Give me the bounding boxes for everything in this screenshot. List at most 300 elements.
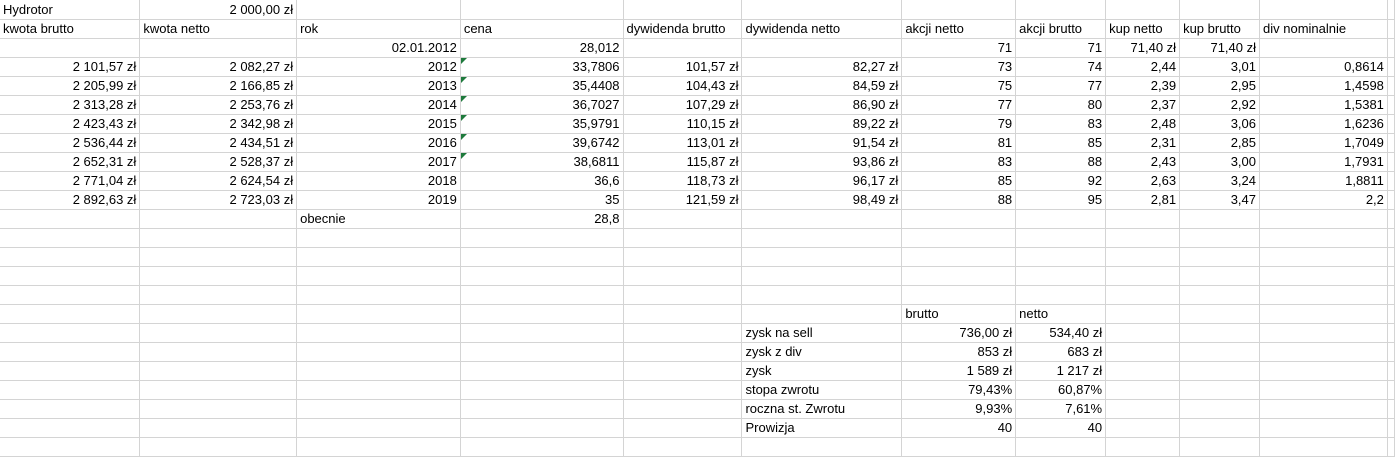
sheet-cell[interactable] [1260, 304, 1388, 323]
sheet-cell[interactable]: 2 423,43 zł [0, 114, 140, 133]
summary-value[interactable]: 79,43% [902, 380, 1016, 399]
sheet-cell[interactable]: 71,40 zł [1106, 38, 1180, 57]
sheet-cell[interactable] [742, 285, 902, 304]
sheet-cell[interactable] [1387, 285, 1394, 304]
sheet-cell[interactable] [1106, 285, 1180, 304]
sheet-cell[interactable] [297, 380, 461, 399]
sheet-cell[interactable]: 2 652,31 zł [0, 152, 140, 171]
sheet-cell[interactable] [140, 209, 297, 228]
summary-value[interactable]: 7,61% [1016, 399, 1106, 418]
sheet-cell[interactable] [460, 361, 623, 380]
sheet-cell[interactable] [742, 304, 902, 323]
sheet-cell[interactable]: 2018 [297, 171, 461, 190]
sheet-cell[interactable]: 85 [902, 171, 1016, 190]
sheet-cell[interactable] [460, 380, 623, 399]
sheet-row [0, 190, 1395, 209]
sheet-cell[interactable]: 39,6742 [460, 133, 623, 152]
sheet-cell[interactable]: 28,012 [460, 38, 623, 57]
sheet-cell[interactable]: 75 [902, 76, 1016, 95]
sheet-cell[interactable]: 2 771,04 zł [0, 171, 140, 190]
sheet-cell[interactable] [1180, 209, 1260, 228]
sheet-cell[interactable]: 2 434,51 zł [140, 133, 297, 152]
sheet-cell[interactable] [1260, 228, 1388, 247]
sheet-cell[interactable] [1387, 209, 1394, 228]
sheet-cell[interactable]: 36,7027 [460, 95, 623, 114]
sheet-row [0, 19, 1395, 38]
sheet-cell[interactable] [297, 304, 461, 323]
sheet-cell[interactable] [0, 380, 140, 399]
sheet-cell[interactable]: 84,59 zł [742, 76, 902, 95]
sheet-cell[interactable] [1387, 380, 1394, 399]
summary-header[interactable]: brutto [902, 304, 1016, 323]
column-header[interactable]: akcji netto [902, 19, 1016, 38]
sheet-row [0, 95, 1395, 114]
summary-header[interactable]: netto [1016, 304, 1106, 323]
column-header[interactable]: kwota brutto [0, 19, 140, 38]
summary-value[interactable]: 1 589 zł [902, 361, 1016, 380]
sheet-cell[interactable] [742, 38, 902, 57]
sheet-cell[interactable] [1106, 228, 1180, 247]
sheet-cell[interactable] [1387, 304, 1394, 323]
sheet-cell[interactable] [742, 228, 902, 247]
sheet-cell[interactable] [1180, 418, 1260, 437]
sheet-cell[interactable] [460, 418, 623, 437]
sheet-cell[interactable] [140, 399, 297, 418]
sheet-cell[interactable] [623, 209, 742, 228]
sheet-cell[interactable] [1016, 209, 1106, 228]
sheet-cell[interactable]: 2 253,76 zł [140, 95, 297, 114]
sheet-cell[interactable]: 2 082,27 zł [140, 57, 297, 76]
sheet-cell[interactable] [623, 228, 742, 247]
summary-label[interactable]: Prowizja [742, 418, 902, 437]
sheet-cell[interactable] [1260, 266, 1388, 285]
sheet-cell[interactable] [1260, 361, 1388, 380]
sheet-cell[interactable] [1106, 437, 1180, 456]
sheet-cell[interactable]: 80 [1016, 95, 1106, 114]
sheet-cell[interactable]: 2019 [297, 190, 461, 209]
sheet-cell[interactable]: 2013 [297, 76, 461, 95]
summary-label[interactable]: zysk [742, 361, 902, 380]
sheet-cell[interactable] [1106, 0, 1180, 19]
sheet-cell[interactable] [1387, 171, 1394, 190]
sheet-cell[interactable] [140, 437, 297, 456]
sheet-cell[interactable] [1180, 342, 1260, 361]
sheet-cell[interactable]: 1,7931 [1260, 152, 1388, 171]
sheet-cell[interactable] [460, 304, 623, 323]
sheet-cell[interactable]: 118,73 zł [623, 171, 742, 190]
sheet-cell[interactable] [1387, 114, 1394, 133]
sheet-cell[interactable] [1106, 399, 1180, 418]
sheet-cell[interactable]: 2015 [297, 114, 461, 133]
sheet-cell[interactable] [1387, 133, 1394, 152]
sheet-cell[interactable]: 1,4598 [1260, 76, 1388, 95]
sheet-cell[interactable]: 96,17 zł [742, 171, 902, 190]
sheet-cell[interactable]: 2012 [297, 57, 461, 76]
sheet-cell[interactable]: 77 [1016, 76, 1106, 95]
sheet-cell[interactable] [0, 228, 140, 247]
sheet-cell[interactable]: 2,81 [1106, 190, 1180, 209]
sheet-cell[interactable]: 1,5381 [1260, 95, 1388, 114]
sheet-cell[interactable] [1180, 361, 1260, 380]
sheet-cell[interactable] [1387, 38, 1394, 57]
sheet-cell[interactable] [1106, 247, 1180, 266]
sheet-cell[interactable] [623, 361, 742, 380]
sheet-cell[interactable]: 35,9791 [460, 114, 623, 133]
sheet-cell[interactable]: 1,7049 [1260, 133, 1388, 152]
sheet-cell[interactable] [297, 361, 461, 380]
sheet-cell[interactable]: 1,6236 [1260, 114, 1388, 133]
sheet-cell[interactable] [0, 209, 140, 228]
sheet-cell[interactable] [460, 0, 623, 19]
sheet-cell[interactable]: 02.01.2012 [297, 38, 461, 57]
sheet-cell[interactable]: 35 [460, 190, 623, 209]
sheet-cell[interactable] [742, 266, 902, 285]
sheet-cell[interactable] [902, 266, 1016, 285]
column-header[interactable]: kwota netto [140, 19, 297, 38]
sheet-cell[interactable] [902, 0, 1016, 19]
sheet-cell[interactable] [1180, 247, 1260, 266]
sheet-cell[interactable] [140, 323, 297, 342]
sheet-cell[interactable]: 2 166,85 zł [140, 76, 297, 95]
sheet-cell[interactable]: 71 [1016, 38, 1106, 57]
sheet-cell[interactable] [0, 247, 140, 266]
sheet-cell[interactable] [902, 285, 1016, 304]
sheet-cell[interactable] [1260, 418, 1388, 437]
sheet-cell[interactable] [1180, 228, 1260, 247]
sheet-row [0, 418, 1395, 437]
sheet-cell[interactable]: 0,8614 [1260, 57, 1388, 76]
summary-label[interactable]: zysk na sell [742, 323, 902, 342]
sheet-row [0, 323, 1395, 342]
sheet-cell[interactable] [1016, 437, 1106, 456]
sheet-cell[interactable] [1106, 323, 1180, 342]
sheet-cell[interactable] [140, 38, 297, 57]
sheet-cell[interactable] [623, 399, 742, 418]
sheet-cell[interactable] [460, 228, 623, 247]
summary-label[interactable]: stopa zwrotu [742, 380, 902, 399]
sheet-cell[interactable] [297, 323, 461, 342]
sheet-cell[interactable]: 2,95 [1180, 76, 1260, 95]
sheet-cell[interactable] [1016, 247, 1106, 266]
sheet-cell[interactable] [1106, 209, 1180, 228]
sheet-cell[interactable]: 115,87 zł [623, 152, 742, 171]
sheet-cell[interactable] [1387, 266, 1394, 285]
sheet-cell[interactable] [1260, 437, 1388, 456]
sheet-cell[interactable] [140, 418, 297, 437]
sheet-cell[interactable]: 110,15 zł [623, 114, 742, 133]
sheet-cell[interactable]: 3,24 [1180, 171, 1260, 190]
sheet-cell[interactable] [742, 209, 902, 228]
sheet-cell[interactable]: 2,2 [1260, 190, 1388, 209]
sheet-cell[interactable] [297, 0, 461, 19]
sheet-row [0, 57, 1395, 76]
sheet-cell[interactable]: 2 101,57 zł [0, 57, 140, 76]
column-header[interactable]: akcji brutto [1016, 19, 1106, 38]
sheet-cell[interactable] [1180, 285, 1260, 304]
sheet-cell[interactable] [460, 285, 623, 304]
sheet-cell[interactable] [0, 285, 140, 304]
sheet-cell[interactable]: 88 [902, 190, 1016, 209]
sheet-row [0, 342, 1395, 361]
sheet-cell[interactable] [0, 323, 140, 342]
sheet-cell[interactable] [1106, 342, 1180, 361]
sheet-cell[interactable]: 3,06 [1180, 114, 1260, 133]
sheet-cell[interactable] [1260, 342, 1388, 361]
sheet-cell[interactable]: 86,90 zł [742, 95, 902, 114]
sheet-cell[interactable] [140, 285, 297, 304]
sheet-cell[interactable]: 71,40 zł [1180, 38, 1260, 57]
sheet-cell[interactable]: 2,44 [1106, 57, 1180, 76]
comment-indicator-icon [461, 153, 467, 159]
sheet-cell[interactable] [742, 247, 902, 266]
sheet-cell[interactable]: 2,39 [1106, 76, 1180, 95]
sheet-cell[interactable] [460, 247, 623, 266]
sheet-cell[interactable]: 98,49 zł [742, 190, 902, 209]
sheet-cell[interactable]: 81 [902, 133, 1016, 152]
sheet-cell[interactable]: 83 [1016, 114, 1106, 133]
sheet-cell[interactable]: 77 [902, 95, 1016, 114]
sheet-row [0, 304, 1395, 323]
sheet-cell[interactable] [623, 266, 742, 285]
sheet-cell[interactable]: 2,31 [1106, 133, 1180, 152]
sheet-cell[interactable] [1387, 342, 1394, 361]
sheet-cell[interactable] [0, 418, 140, 437]
sheet-cell[interactable]: 2 313,28 zł [0, 95, 140, 114]
sheet-cell[interactable]: 2,92 [1180, 95, 1260, 114]
sheet-cell[interactable] [140, 361, 297, 380]
sheet-cell[interactable]: 2016 [297, 133, 461, 152]
column-header[interactable]: cena [460, 19, 623, 38]
sheet-cell[interactable]: 3,47 [1180, 190, 1260, 209]
sheet-cell[interactable] [1180, 380, 1260, 399]
sheet-cell[interactable] [1387, 190, 1394, 209]
sheet-cell[interactable] [140, 228, 297, 247]
sheet-cell[interactable] [140, 247, 297, 266]
sheet-cell[interactable]: 2,85 [1180, 133, 1260, 152]
sheet-cell[interactable] [1180, 266, 1260, 285]
column-header[interactable]: dywidenda netto [742, 19, 902, 38]
sheet-cell[interactable] [1387, 19, 1394, 38]
sheet-cell[interactable]: 92 [1016, 171, 1106, 190]
sheet-cell[interactable]: 74 [1016, 57, 1106, 76]
sheet-cell[interactable]: 2 528,37 zł [140, 152, 297, 171]
column-header[interactable]: kup brutto [1180, 19, 1260, 38]
sheet-cell[interactable] [460, 266, 623, 285]
sheet-cell[interactable] [1387, 228, 1394, 247]
sheet-cell[interactable]: 2,48 [1106, 114, 1180, 133]
sheet-cell[interactable] [1387, 361, 1394, 380]
sheet-cell[interactable] [1387, 323, 1394, 342]
sheet-cell[interactable]: 91,54 zł [742, 133, 902, 152]
sheet-cell[interactable] [297, 399, 461, 418]
sheet-cell[interactable]: 88 [1016, 152, 1106, 171]
cell-obecnie-value[interactable]: 28,8 [460, 209, 623, 228]
comment-indicator-icon [461, 115, 467, 121]
sheet-cell[interactable]: 101,57 zł [623, 57, 742, 76]
summary-label[interactable]: zysk z div [742, 342, 902, 361]
sheet-row [0, 380, 1395, 399]
sheet-cell[interactable] [1016, 285, 1106, 304]
sheet-cell[interactable] [902, 437, 1016, 456]
sheet-cell[interactable] [1260, 209, 1388, 228]
sheet-cell[interactable] [1260, 380, 1388, 399]
summary-value[interactable]: 534,40 zł [1016, 323, 1106, 342]
sheet-cell[interactable] [623, 418, 742, 437]
sheet-cell[interactable]: 79 [902, 114, 1016, 133]
sheet-cell[interactable] [140, 266, 297, 285]
sheet-cell[interactable] [1387, 399, 1394, 418]
column-header[interactable]: div nominalnie [1260, 19, 1388, 38]
sheet-cell[interactable] [1387, 0, 1394, 19]
sheet-cell[interactable] [1387, 95, 1394, 114]
sheet-cell[interactable] [0, 342, 140, 361]
sheet-cell[interactable]: 2 723,03 zł [140, 190, 297, 209]
sheet-cell[interactable]: 1,8811 [1260, 171, 1388, 190]
sheet-cell[interactable] [1106, 361, 1180, 380]
sheet-cell[interactable]: 89,22 zł [742, 114, 902, 133]
sheet-cell[interactable]: 36,6 [460, 171, 623, 190]
sheet-cell[interactable]: 2 536,44 zł [0, 133, 140, 152]
sheet-cell[interactable] [1260, 38, 1388, 57]
sheet-cell[interactable] [0, 361, 140, 380]
sheet-cell[interactable] [1180, 399, 1260, 418]
sheet-cell[interactable] [460, 399, 623, 418]
sheet-cell[interactable]: 2,37 [1106, 95, 1180, 114]
sheet-cell[interactable]: 2 624,54 zł [140, 171, 297, 190]
sheet-cell[interactable]: 93,86 zł [742, 152, 902, 171]
sheet-cell[interactable] [297, 228, 461, 247]
sheet-cell[interactable] [623, 247, 742, 266]
sheet-cell[interactable]: 33,7806 [460, 57, 623, 76]
sheet-cell[interactable] [623, 285, 742, 304]
sheet-cell[interactable] [1387, 418, 1394, 437]
sheet-cell[interactable] [1387, 152, 1394, 171]
sheet-cell[interactable] [623, 342, 742, 361]
summary-value[interactable]: 60,87% [1016, 380, 1106, 399]
sheet-cell[interactable] [623, 0, 742, 19]
sheet-cell[interactable] [623, 304, 742, 323]
column-header[interactable]: kup netto [1106, 19, 1180, 38]
sheet-cell[interactable]: 83 [902, 152, 1016, 171]
sheet-cell[interactable] [623, 323, 742, 342]
sheet-cell[interactable] [1260, 285, 1388, 304]
sheet-cell[interactable] [902, 247, 1016, 266]
sheet-cell[interactable]: 2 342,98 zł [140, 114, 297, 133]
summary-value[interactable]: 9,93% [902, 399, 1016, 418]
sheet-cell[interactable]: 3,00 [1180, 152, 1260, 171]
sheet-cell[interactable] [297, 285, 461, 304]
sheet-cell[interactable] [297, 266, 461, 285]
sheet-cell[interactable]: 95 [1016, 190, 1106, 209]
sheet-cell[interactable]: 3,01 [1180, 57, 1260, 76]
sheet-cell[interactable] [460, 323, 623, 342]
cell-title[interactable]: Hydrotor [0, 0, 140, 19]
sheet-cell[interactable] [742, 437, 902, 456]
sheet-cell[interactable] [1180, 437, 1260, 456]
summary-value[interactable]: 1 217 zł [1016, 361, 1106, 380]
sheet-cell[interactable]: 2,43 [1106, 152, 1180, 171]
sheet-cell[interactable] [297, 342, 461, 361]
sheet-cell[interactable] [1106, 266, 1180, 285]
sheet-cell[interactable] [297, 437, 461, 456]
cell-amount[interactable]: 2 000,00 zł [140, 0, 297, 19]
sheet-cell[interactable] [0, 304, 140, 323]
sheet-cell[interactable] [1180, 323, 1260, 342]
sheet-cell[interactable] [902, 209, 1016, 228]
sheet-cell[interactable] [1387, 437, 1394, 456]
sheet-cell[interactable] [297, 418, 461, 437]
sheet-cell[interactable] [742, 0, 902, 19]
sheet-cell[interactable] [623, 437, 742, 456]
sheet-cell[interactable] [1016, 0, 1106, 19]
sheet-cell[interactable] [623, 380, 742, 399]
sheet-cell[interactable]: 2 892,63 zł [0, 190, 140, 209]
column-header[interactable]: rok [297, 19, 461, 38]
sheet-cell[interactable] [1016, 266, 1106, 285]
sheet-cell[interactable] [460, 437, 623, 456]
sheet-cell[interactable]: 2,63 [1106, 171, 1180, 190]
sheet-cell[interactable] [1016, 228, 1106, 247]
column-header[interactable]: dywidenda brutto [623, 19, 742, 38]
sheet-row [0, 0, 1395, 19]
sheet-cell[interactable] [0, 437, 140, 456]
summary-value[interactable]: 40 [902, 418, 1016, 437]
sheet-cell[interactable] [0, 399, 140, 418]
sheet-cell[interactable] [140, 304, 297, 323]
sheet-cell[interactable]: 2017 [297, 152, 461, 171]
sheet-cell[interactable] [0, 38, 140, 57]
cell-obecnie-label[interactable]: obecnie [297, 209, 461, 228]
sheet-cell[interactable]: 121,59 zł [623, 190, 742, 209]
sheet-cell[interactable] [1387, 247, 1394, 266]
sheet-cell[interactable]: 38,6811 [460, 152, 623, 171]
sheet-cell[interactable] [1106, 380, 1180, 399]
sheet-cell[interactable] [1260, 247, 1388, 266]
sheet-cell[interactable] [297, 247, 461, 266]
sheet-cell[interactable]: 104,43 zł [623, 76, 742, 95]
sheet-cell[interactable] [1260, 0, 1388, 19]
sheet-cell[interactable] [0, 266, 140, 285]
summary-value[interactable]: 736,00 zł [902, 323, 1016, 342]
sheet-cell[interactable] [460, 342, 623, 361]
sheet-cell[interactable] [1260, 399, 1388, 418]
sheet-cell[interactable]: 85 [1016, 133, 1106, 152]
sheet-cell[interactable] [140, 380, 297, 399]
sheet-cell[interactable]: 113,01 zł [623, 133, 742, 152]
sheet-cell[interactable] [1180, 304, 1260, 323]
sheet-cell[interactable]: 2014 [297, 95, 461, 114]
summary-value[interactable]: 683 zł [1016, 342, 1106, 361]
sheet-cell[interactable] [1387, 76, 1394, 95]
sheet-cell[interactable] [623, 38, 742, 57]
sheet-cell[interactable] [1260, 323, 1388, 342]
sheet-cell[interactable] [902, 228, 1016, 247]
sheet-cell[interactable]: 107,29 zł [623, 95, 742, 114]
sheet-cell[interactable] [1106, 304, 1180, 323]
sheet-cell[interactable] [1106, 418, 1180, 437]
sheet-cell[interactable]: 71 [902, 38, 1016, 57]
sheet-cell[interactable]: 35,4408 [460, 76, 623, 95]
sheet-cell[interactable] [140, 342, 297, 361]
sheet-cell[interactable] [1180, 0, 1260, 19]
summary-value[interactable]: 853 zł [902, 342, 1016, 361]
sheet-cell[interactable] [1387, 57, 1394, 76]
summary-value[interactable]: 40 [1016, 418, 1106, 437]
summary-label[interactable]: roczna st. Zwrotu [742, 399, 902, 418]
sheet-cell[interactable]: 2 205,99 zł [0, 76, 140, 95]
sheet-cell[interactable]: 82,27 zł [742, 57, 902, 76]
sheet-cell[interactable]: 73 [902, 57, 1016, 76]
